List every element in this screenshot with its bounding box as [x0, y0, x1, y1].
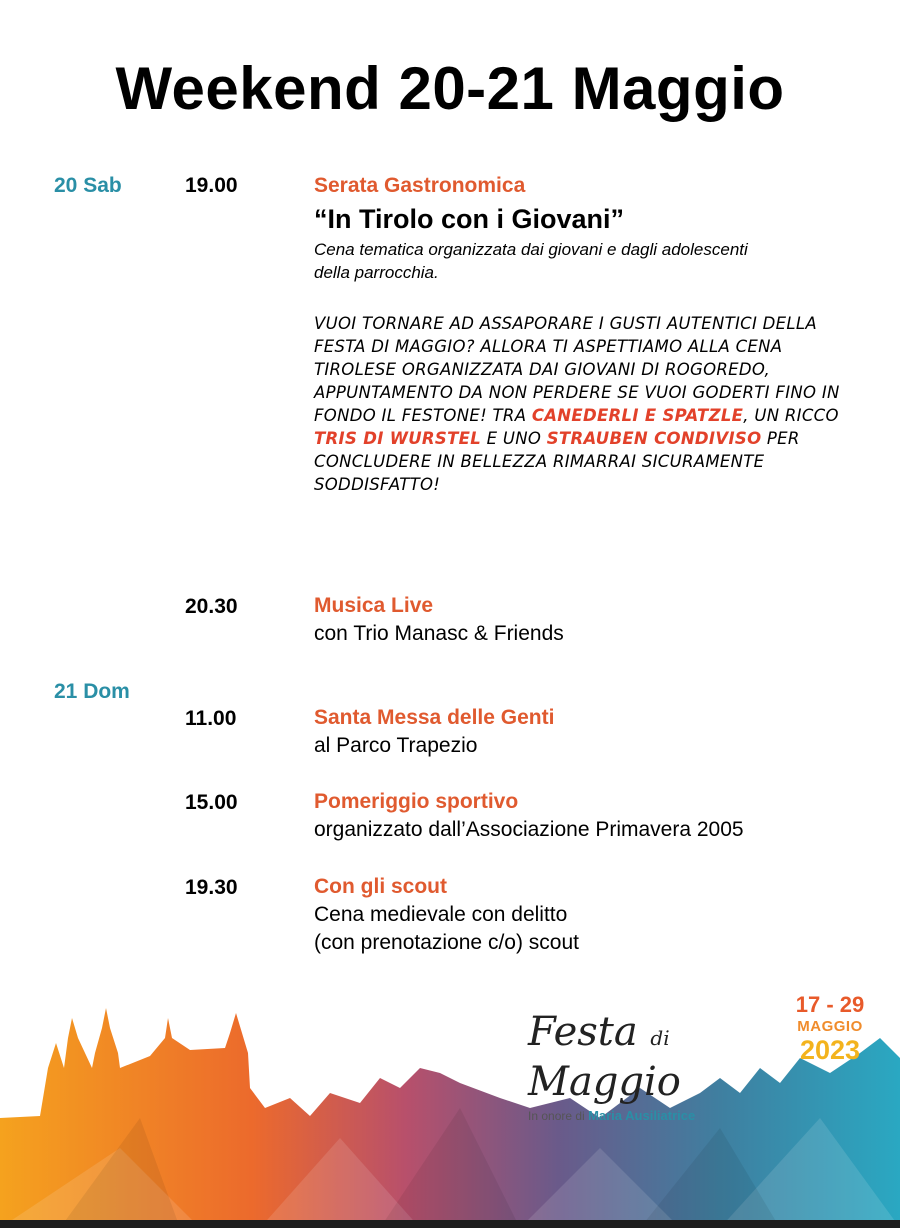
logo-word-festa: Festa	[528, 1009, 638, 1055]
promo-text-2: , UN RICCO	[743, 406, 839, 425]
festival-month: MAGGIO	[797, 1018, 863, 1035]
event-subtitle: al Parco Trapezio	[314, 734, 478, 757]
event-subtitle-1: Cena medievale con delitto	[314, 903, 568, 926]
time-scout: 19.30	[185, 876, 238, 899]
event-promo-text	[314, 312, 854, 496]
festival-dates	[790, 992, 870, 1066]
logo-subtitle	[528, 1108, 788, 1123]
page-title: Weekend 20-21 Maggio	[115, 55, 785, 122]
event-quote: “In Tirolo con i Giovani”	[314, 204, 625, 234]
logo-sub-name: Maria Ausiliatrice	[588, 1108, 696, 1123]
festa-logo	[528, 1010, 788, 1123]
event-subtitle-2: (con prenotazione c/o) scout	[314, 931, 579, 954]
logo-script	[528, 1010, 788, 1104]
event-cena	[314, 172, 854, 496]
event-sport	[314, 788, 854, 844]
day-label-sun: 21 Dom	[54, 680, 130, 703]
event-subtitle: con Trio Manasc & Friends	[314, 622, 564, 645]
logo-word-di: di	[650, 1026, 670, 1050]
promo-highlight-wurstel: TRIS DI WURSTEL	[314, 429, 482, 448]
logo-word-maggio: Maggio	[528, 1059, 681, 1105]
time-cena: 19.00	[185, 174, 238, 197]
promo-highlight-strauben: STRAUBEN CONDIVISO	[546, 429, 762, 448]
event-title: Santa Messa delle Genti	[314, 706, 555, 729]
day-label-sat: 20 Sab	[54, 174, 122, 197]
event-messa	[314, 704, 854, 760]
time-musica: 20.30	[185, 595, 238, 618]
festival-days: 17 - 29	[795, 992, 865, 1017]
promo-text-4: PER CONCLUDERE IN BELLEZZA RIMARRAI SICURAMENTE SODDISFATTO!	[314, 429, 800, 494]
time-sport: 15.00	[185, 791, 238, 814]
event-scout	[314, 873, 854, 957]
event-title: Serata Gastronomica	[314, 174, 526, 197]
promo-text-3: E UNO	[481, 429, 547, 448]
event-title: Musica Live	[314, 594, 434, 617]
event-musica	[314, 592, 854, 648]
logo-sub-prefix: In onore di	[528, 1109, 585, 1123]
event-title: Pomeriggio sportivo	[314, 790, 519, 813]
promo-text-1: VUOI TORNARE AD ASSAPORARE I GUSTI AUTENTICI DELLA FESTA DI MAGGIO? ALLORA TI ASPETTIAMO ALLA CENA TIROLESE ORGANIZZATA DAI GIOVANI DI ROGOREDO, APPUNTAMENTO DA NON PERDERE SE VUOI GODERTI FINO IN FONDO IL FESTONE! TRA	[314, 314, 840, 425]
event-title: Con gli scout	[314, 875, 447, 898]
event-description: Cena tematica organizzata dai giovani e dagli adolescenti della parrocchia.	[314, 240, 748, 282]
event-subtitle: organizzato dall’Associazione Primavera 2005	[314, 818, 744, 841]
time-messa: 11.00	[185, 707, 237, 730]
promo-highlight-canederli: CANEDERLI E SPATZLE	[531, 406, 744, 425]
festival-year: 2023	[799, 1035, 861, 1065]
